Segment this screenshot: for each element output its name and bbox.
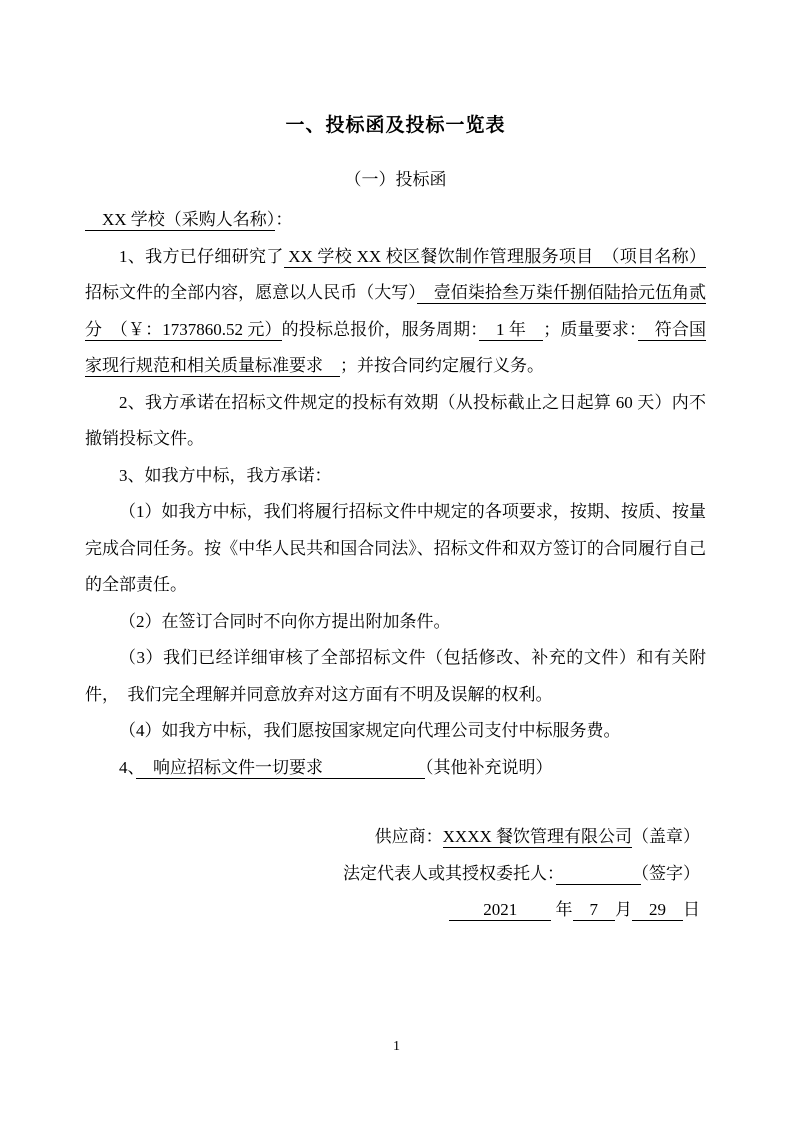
paragraph-3-item-4 bbox=[85, 713, 706, 750]
underlined-text: XX 学校（采购人名称） bbox=[85, 210, 276, 229]
paragraph-3-item-1 bbox=[85, 494, 706, 604]
text-segment: 月 bbox=[615, 900, 632, 919]
text-segment: 供应商： bbox=[374, 827, 443, 846]
text-segment: ： bbox=[275, 210, 293, 229]
document-subtitle: （一）投标函 bbox=[344, 170, 447, 189]
text-segment: 法定代表人或其授权委托人： bbox=[343, 863, 556, 883]
text-segment: （3）我们已经详细审核了全部招标文件（包括修改、补充的文件）和有关附件， 我们完全理解并同意放弃对这方面有不明及误解的权利。 bbox=[85, 648, 706, 704]
text-segment: 年 bbox=[551, 900, 573, 919]
text-segment: （签字） bbox=[640, 863, 700, 883]
document-title: 一、投标函及投标一览表 bbox=[285, 115, 506, 136]
underlined-text: XX 学校 XX 校区餐饮制作管理服务项目 （项目名称） bbox=[283, 246, 706, 266]
text-segment: （1）如我方中标，我们将履行招标文件中规定的各项要求，按期、按质、按量完成合同任务。按《中华人民共和国合同法》、招标文件和双方签订的合同履行自己的全部责任。 bbox=[85, 502, 706, 594]
date-line bbox=[85, 892, 700, 929]
underlined-text: XXXX 餐饮管理有限公司 bbox=[442, 827, 632, 846]
text-segment: 2、我方承诺在招标文件规定的投标有效期（从投标截止之日起算 60 天）内不撤销投标文件。 bbox=[85, 392, 706, 448]
text-segment: 招标文件的全部内容，愿意以人民币（大写） bbox=[85, 283, 417, 302]
text-segment: （盖章） bbox=[632, 827, 700, 846]
text-segment: 日 bbox=[683, 900, 700, 919]
text-segment: （4）如我方中标，我们愿按国家规定向代理公司支付中标服务费。 bbox=[119, 721, 621, 740]
text-segment: 的投标总报价，服务周期： bbox=[281, 319, 479, 339]
text-segment: 4、 bbox=[119, 757, 136, 777]
text-segment: （2）在签订合同时不向你方提出附加条件。 bbox=[119, 611, 451, 631]
paragraph-1 bbox=[85, 239, 706, 385]
text-segment: ；质量要求： bbox=[543, 319, 638, 339]
text-segment: （其他补充说明） bbox=[425, 757, 553, 777]
paragraph-3 bbox=[85, 458, 706, 495]
representative-line bbox=[85, 856, 700, 893]
underlined-text: 符合国家现行规范和相关质量标准要求 bbox=[85, 319, 707, 375]
underlined-text bbox=[556, 864, 641, 885]
underlined-text: 1 年 bbox=[478, 319, 544, 339]
paragraph-4 bbox=[85, 750, 706, 787]
text-segment: 3、如我方中标，我方承诺： bbox=[119, 465, 332, 485]
underlined-text: 7 bbox=[572, 900, 615, 919]
text-segment: ；并按合同约定履行义务。 bbox=[340, 356, 544, 375]
underlined-text: 壹佰柒拾叁万柒仟捌佰陆拾元伍角贰分 （￥：1737860.52 元） bbox=[85, 283, 707, 339]
supplier-line bbox=[85, 819, 700, 856]
paragraph-3-item-2 bbox=[85, 604, 706, 641]
underlined-text: 29 bbox=[632, 900, 683, 919]
paragraph-2 bbox=[85, 385, 706, 458]
text-segment: 1、我方已仔细研究了 bbox=[119, 246, 284, 266]
document-body bbox=[85, 202, 706, 786]
paragraph-3-item-3 bbox=[85, 640, 706, 713]
page-number: 1 bbox=[393, 1039, 400, 1054]
signature-block bbox=[85, 819, 706, 929]
underlined-text: 2021 bbox=[449, 900, 552, 919]
salutation-line bbox=[85, 202, 706, 239]
underlined-text: 响应招标文件一切要求 bbox=[136, 757, 425, 777]
